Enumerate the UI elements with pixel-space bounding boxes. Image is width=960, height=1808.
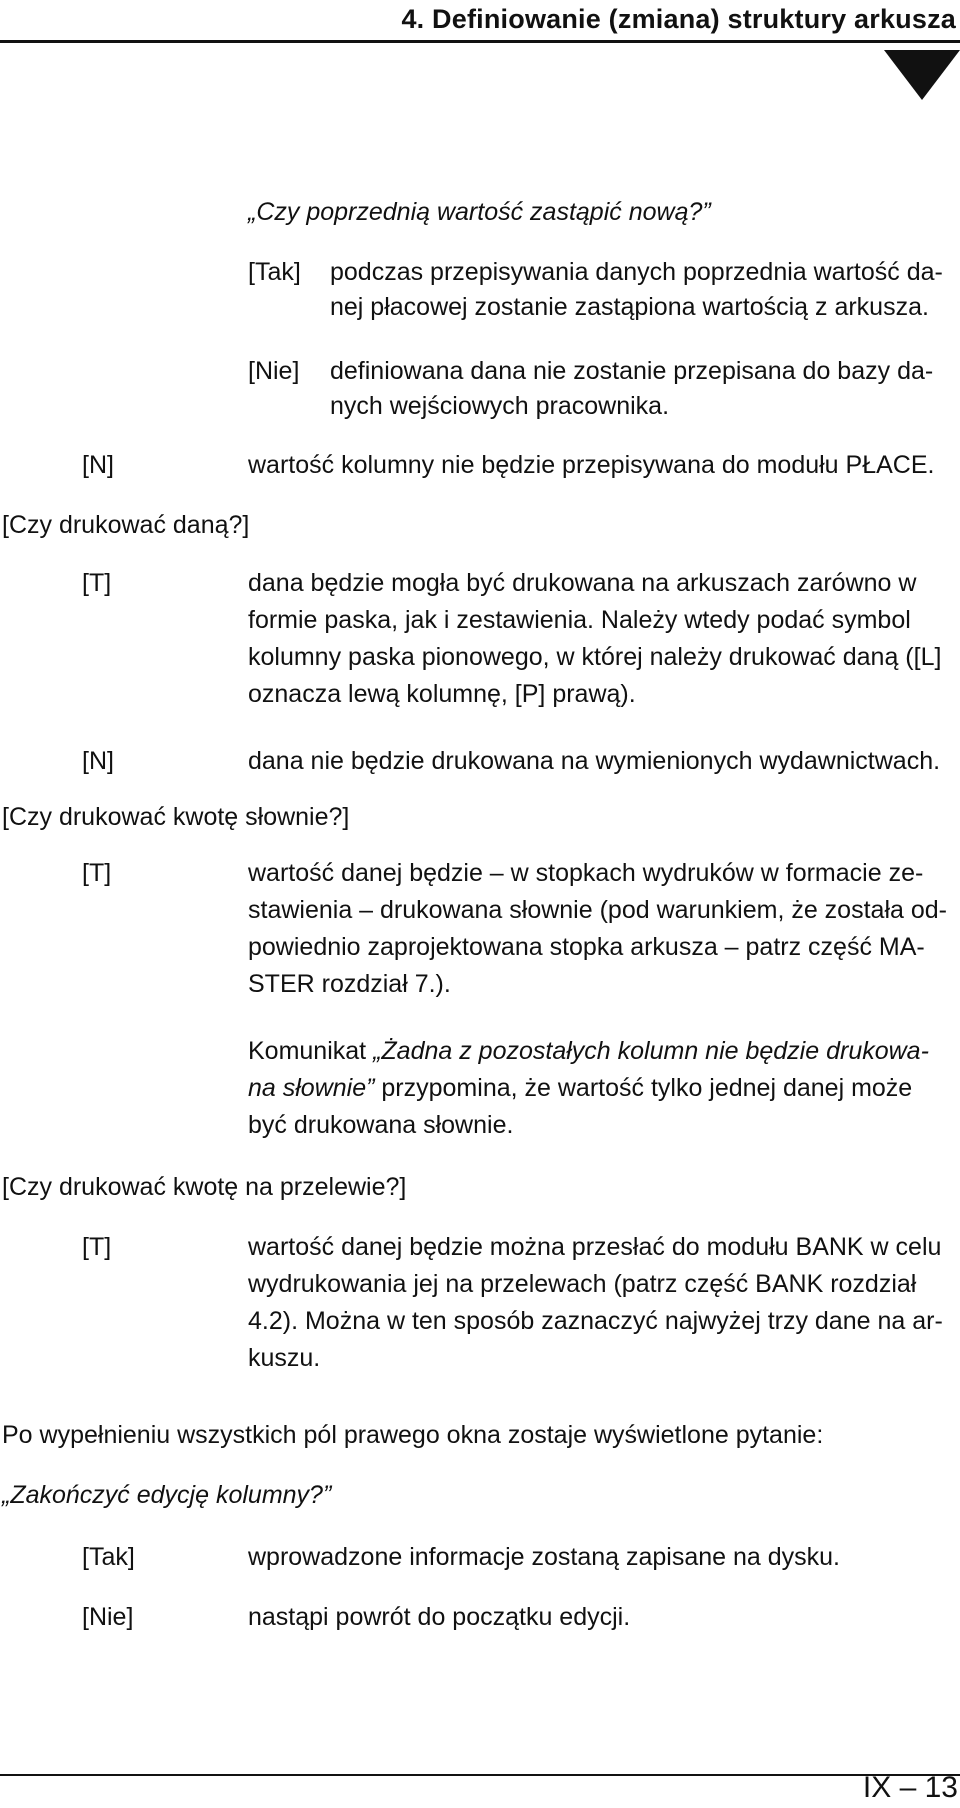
closing-question: „Zakończyć edycję kolumny?” [2, 1481, 332, 1509]
chapter-title: 4. Definiowanie (zmiana) struktury arkusza [401, 4, 956, 34]
closing-text-tak: wprowadzone informacje zostaną zapisane na dysku. [248, 1543, 841, 1571]
heading-transfer: [Czy drukować kwotę na przelewie?] [2, 1173, 407, 1201]
words-message-line2 [248, 1071, 912, 1105]
transfer-text-line3: 4.2). Można w ten sposób zaznaczyć najwyżej trzy dane na ar- [248, 1307, 943, 1335]
print-text-t-line2: formie paska, jak i zestawienia. Należy wtedy podać symbol [248, 606, 911, 634]
words-text-t-line4: STER rozdział 7.). [248, 970, 451, 998]
option-text-nie-line2: nych wejściowych pracownika. [330, 392, 670, 420]
print-text-n: dana nie będzie drukowana na wymienionych wydawnictwach. [248, 747, 941, 775]
print-key-n: [N] [82, 747, 114, 775]
print-key-t: [T] [82, 569, 112, 597]
option-key-n: [N] [82, 451, 114, 479]
words-message-line1 [248, 1034, 929, 1068]
option-text-tak-line1: podczas przepisywania danych poprzednia wartość da- [330, 258, 943, 286]
page-number: IX – 13 [862, 1771, 958, 1804]
option-key-nie: [Nie] [248, 357, 300, 385]
closing-key-tak: [Tak] [82, 1543, 135, 1571]
closing-intro: Po wypełnieniu wszystkich pól prawego okna zostaje wyświetlone pytanie: [2, 1421, 824, 1449]
closing-key-nie: [Nie] [82, 1603, 134, 1631]
words-key-t: [T] [82, 859, 112, 887]
option-text-nie-line1: definiowana dana nie zostanie przepisana do bazy da- [330, 357, 934, 385]
option-key-tak: [Tak] [248, 258, 301, 286]
option-text-tak-line2: nej płacowej zostanie zastąpiona wartością z arkusza. [330, 293, 929, 321]
transfer-key-t: [T] [82, 1233, 112, 1261]
transfer-text-line4: kuszu. [248, 1344, 321, 1372]
words-message-italic2: na słownie” [248, 1074, 375, 1102]
words-message-italic1: „Żadna z pozostałych kolumn nie będzie drukowa- [373, 1037, 929, 1065]
print-text-t-line4: oznacza lewą kolumnę, [P] prawą). [248, 680, 636, 708]
print-text-t-line3: kolumny paska pionowego, w której należy drukować daną ([L] [248, 643, 942, 671]
transfer-text-line2: wydrukowania jej na przelewach (patrz część BANK rozdział [248, 1270, 917, 1298]
footer-rule [0, 1774, 960, 1776]
down-triangle-icon [884, 50, 960, 100]
words-text-t-line3: powiednio zaprojektowana stopka arkusza – patrz część MA- [248, 933, 925, 961]
words-message-rest: przypomina, że wartość tylko jednej danej może [374, 1074, 913, 1102]
words-message-prefix: Komunikat [248, 1037, 374, 1065]
print-text-t-line1: dana będzie mogła być drukowana na arkuszach zarówno w [248, 569, 917, 597]
closing-text-nie: nastąpi powrót do początku edycji. [248, 1603, 631, 1631]
heading-words: [Czy drukować kwotę słownie?] [2, 803, 350, 831]
option-text-n: wartość kolumny nie będzie przepisywana do modułu PŁACE. [248, 451, 935, 479]
words-message-line3: być drukowana słownie. [248, 1111, 514, 1139]
words-text-t-line2: stawienia – drukowana słownie (pod warunkiem, że została od- [248, 896, 947, 924]
header-rule [0, 40, 960, 43]
question-replace: „Czy poprzednią wartość zastąpić nową?” [248, 198, 711, 226]
words-text-t-line1: wartość danej będzie – w stopkach wydruków w formacie ze- [248, 859, 924, 887]
transfer-text-line1: wartość danej będzie można przesłać do modułu BANK w celu [248, 1233, 942, 1261]
heading-print: [Czy drukować daną?] [2, 511, 250, 539]
